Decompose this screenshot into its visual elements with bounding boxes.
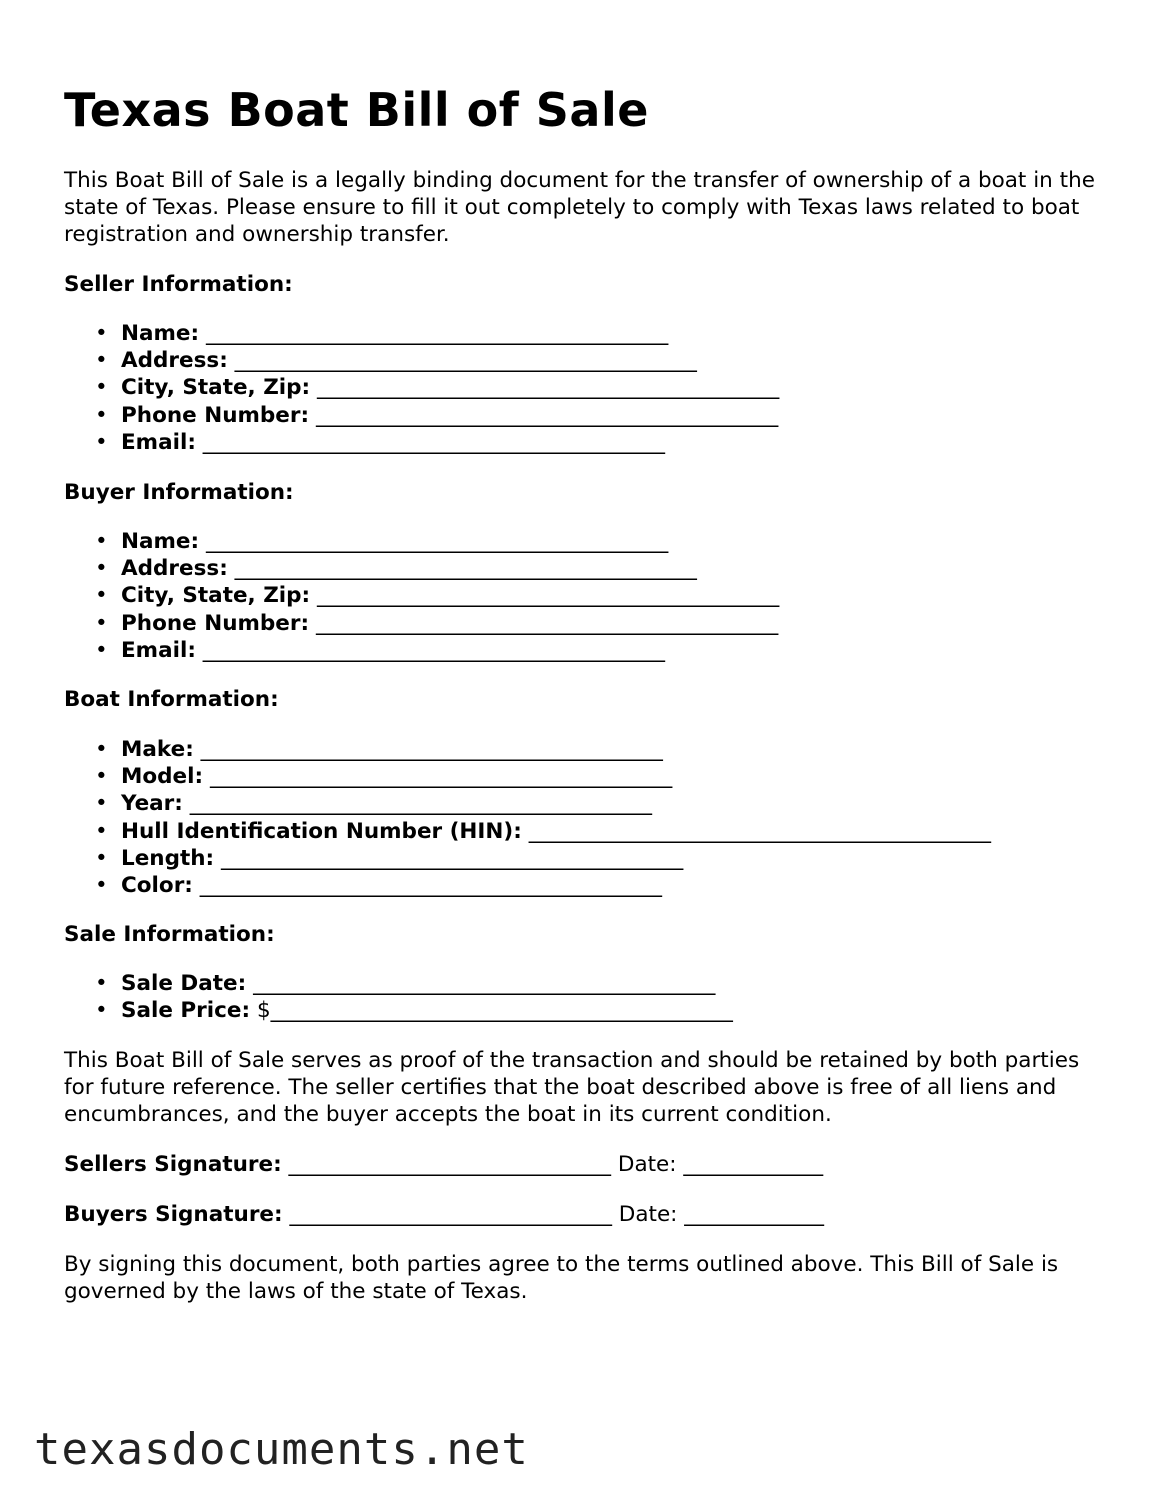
watermark: texasdocuments.net [34, 1424, 529, 1475]
buyer-heading: Buyer Information: [64, 480, 294, 505]
buyer-address-field[interactable]: • Address: ___________________________________________ [95, 556, 697, 582]
sale-heading: Sale Information: [64, 922, 275, 947]
buyer-signature-label: Buyers Signature: [64, 1202, 283, 1227]
seller-signature-line[interactable]: Sellers Signature: ______________________________ Date: _____________ [64, 1152, 824, 1177]
boat-fields [64, 736, 991, 899]
seller-phone-field[interactable]: • Phone Number: ___________________________________________ [95, 402, 779, 428]
boat-color-field[interactable]: • Color: ___________________________________________ [95, 873, 662, 899]
boat-hin-field[interactable]: • Hull Identification Number (HIN): ___________________________________________ [95, 818, 991, 844]
seller-date-label: Date: [617, 1152, 677, 1177]
currency-symbol: $ [256, 998, 271, 1024]
boat-length-field[interactable]: • Length: ___________________________________________ [95, 845, 684, 871]
boat-heading: Boat Information: [64, 687, 279, 712]
seller-email-field[interactable]: • Email: ___________________________________________ [95, 429, 666, 455]
buyer-phone-field[interactable]: • Phone Number: ___________________________________________ [95, 610, 779, 636]
buyer-fields [64, 528, 779, 664]
sale-fields [64, 970, 733, 1024]
boat-model-field[interactable]: • Model: ___________________________________________ [95, 764, 673, 790]
boat-year-field[interactable]: • Year: ___________________________________________ [95, 791, 652, 817]
closing-paragraph: This Boat Bill of Sale serves as proof of the transaction and should be retained by both parties for future reference. The seller certifies that the boat described above is free of all liens and encumbrances, and the buyer accepts the boat in its current condition. [64, 1048, 1080, 1127]
footer-paragraph: By signing this document, both parties agree to the terms outlined above. This Bill of Sale is governed by the laws of the state of Texas. [64, 1252, 1059, 1304]
seller-city-field[interactable]: • City, State, Zip: ___________________________________________ [95, 375, 780, 401]
seller-name-field[interactable]: • Name: ___________________________________________ [95, 321, 669, 346]
sale-date-field[interactable]: • Sale Date: ___________________________________________ [95, 971, 716, 996]
buyer-date-label: Date: [618, 1202, 678, 1227]
seller-heading: Seller Information: [64, 272, 293, 297]
seller-signature-label: Sellers Signature: [64, 1152, 282, 1177]
buyer-email-field[interactable]: • Email: ___________________________________________ [95, 637, 666, 663]
intro-paragraph: This Boat Bill of Sale is a legally binding document for the transfer of ownership of a boat in the state of Texas. Please ensure to fill it out completely to comply with Texas laws related to boat registration and ownership transfer. [64, 168, 1095, 247]
sale-price-field[interactable]: • Sale Price: $___________________________________________ [95, 998, 733, 1024]
buyer-name-field[interactable]: • Name: ___________________________________________ [95, 529, 669, 554]
boat-make-field[interactable]: • Make: ___________________________________________ [95, 737, 663, 762]
buyer-signature-line[interactable]: Buyers Signature: ______________________________ Date: _____________ [64, 1202, 825, 1227]
buyer-city-field[interactable]: • City, State, Zip: ___________________________________________ [95, 583, 780, 609]
seller-address-field[interactable]: • Address: ___________________________________________ [95, 348, 697, 374]
page-title: Texas Boat Bill of Sale [64, 83, 649, 137]
seller-fields [64, 320, 779, 456]
